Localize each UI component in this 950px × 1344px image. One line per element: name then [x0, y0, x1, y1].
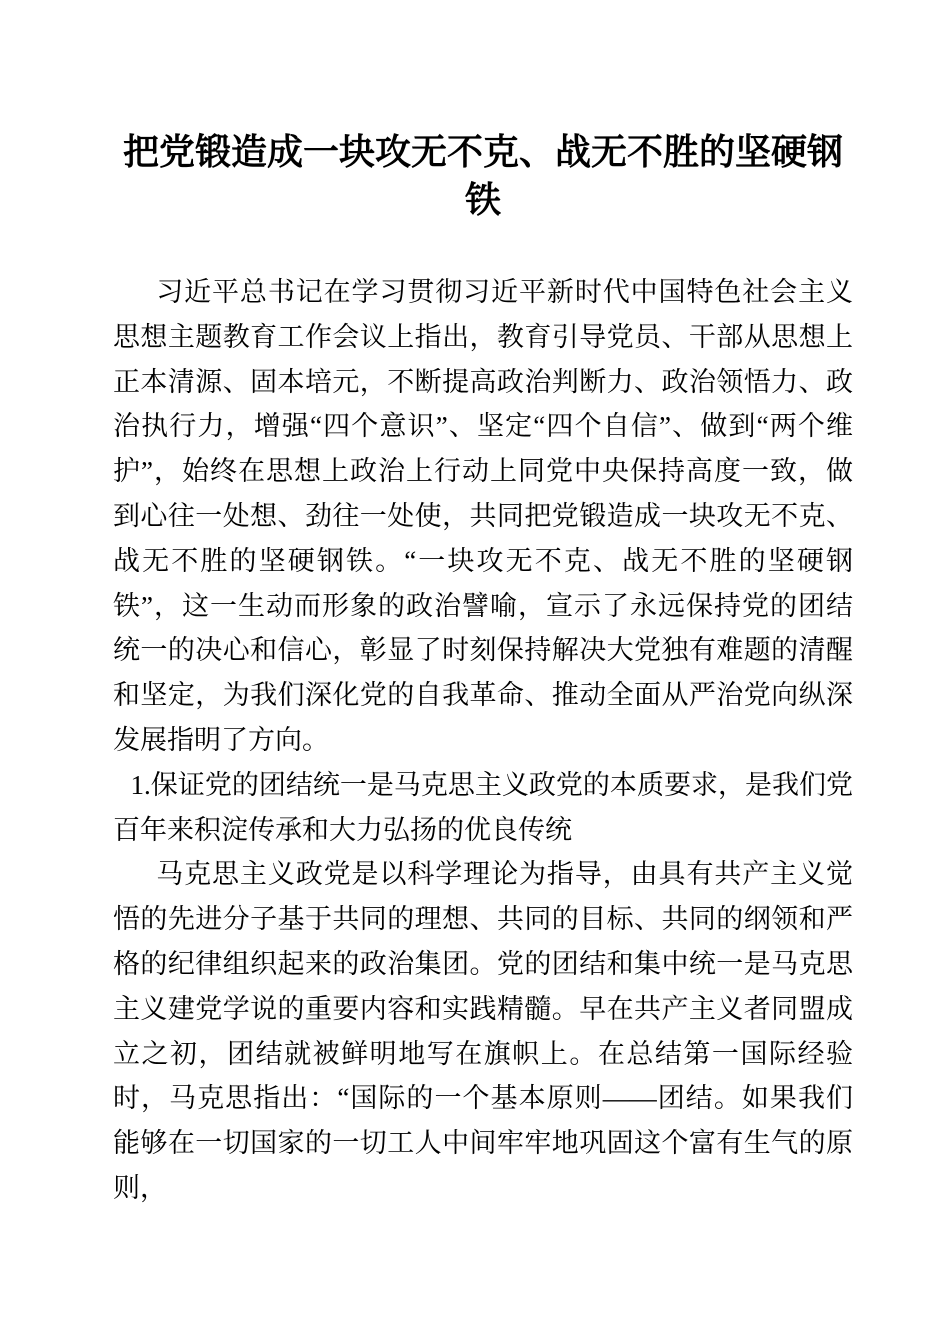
paragraph-section-1: 马克思主义政党是以科学理论为指导，由具有共产主义觉悟的先进分子基于共同的理想、共同的目标、共同的纲领和严格的纪律组织起来的政治集团。党的团结和集中统一是马克思主义建党学说的重要内容和实践精髓。早在共产主义者同盟成立之初，团结就被鲜明地写在旗帜上。在总结第一国际经验时，马克思指出：“国际的一个基本原则——团结。如果我们能够在一切国家的一切工人中间牢牢地巩固这个富有生气的原则， [113, 859, 853, 1203]
document-content [113, 0, 853, 1211]
section-heading-1: 1.保证党的团结统一是马克思主义政党的本质要求，是我们党百年来积淀传承和大力弘扬的优良传统 [113, 769, 853, 845]
document-title: 把党锻造成一块攻无不克、战无不胜的坚硬钢铁 [122, 132, 843, 220]
document-body [113, 270, 853, 1211]
paragraph-intro: 习近平总书记在学习贯彻习近平新时代中国特色社会主义思想主题教育工作会议上指出，教育引导党员、干部从思想上正本清源、固本培元，不断提高政治判断力、政治领悟力、政治执行力，增强“四个意识”、坚定“四个自信”、做到“两个维护”，始终在思想上政治上行动上同党中央保持高度一致，做到心往一处想、劲往一处使，共同把党锻造成一块攻无不克、战无不胜的坚硬钢铁。“一块攻无不克、战无不胜的坚硬钢铁”，这一生动而形象的政治譬喻，宣示了永远保持党的团结统一的决心和信心，彰显了时刻保持解决大党独有难题的清醒和坚定，为我们深化党的自我革命、推动全面从严治党向纵深发展指明了方向。 [113, 277, 853, 755]
